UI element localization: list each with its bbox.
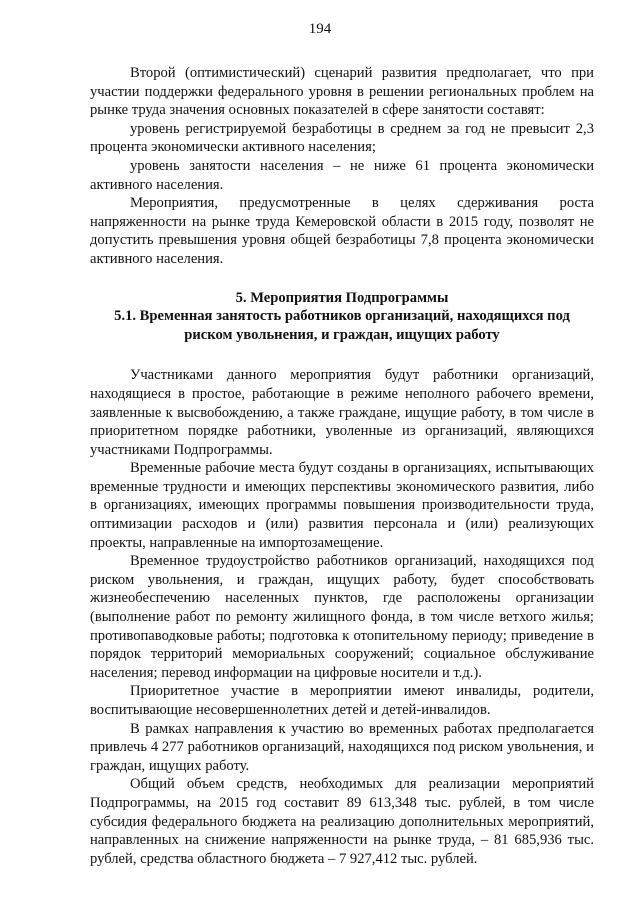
paragraph-funding: Общий объем средств, необходимых для реализации мероприятий Подпрограммы, на 2015 год составит 89 613,348 тыс. рублей, в том числе субсидия федерального бюджета на реализацию дополнительных мероприятий, направленных на снижение напряженности на рынке труда, – 81 685,936 тыс. рублей, средства областного бюджета – 7 927,412 тыс. рублей.: [90, 776, 594, 867]
section-heading-block: [90, 289, 594, 345]
paragraph-unemployment-level: уровень регистрируемой безработицы в среднем за год не превысит 2,3 процента экономически активного населения;: [90, 120, 594, 156]
paragraph-employment-level: уровень занятости населения – не ниже 61 процента экономически активного населения.: [90, 157, 594, 193]
paragraph-temporary-jobs: Временные рабочие места будут созданы в организациях, испытывающих временные трудности и имеющих перспективы экономического развития, либо в организациях, имеющих программы повышения производительности труда, оптимизации расходов и (или) развития персонала и (или) реализующих проекты, направленные на импортозамещение.: [90, 460, 594, 551]
paragraph-temporary-employment: Временное трудоустройство работников организаций, находящихся под риском увольнения, и граждан, ищущих работу, будет способствовать жизнеобеспечению населенных пунктов, где расположены организации (выполнение работ по ремонту жилищного фонда, в том числе ветхого жилья; противопаводковые работы; подготовка к отопительному периоду; приведение в порядок территорий мемориальных сооружений; социальное обслуживание населения; перевод информации на цифровые носители и т.д.).: [90, 553, 594, 681]
section-title: 5. Мероприятия Подпрограммы: [235, 289, 449, 306]
paragraph-measures-2015: Мероприятия, предусмотренные в целях сдерживания роста напряженности на рынке труда Кемеровской области в 2015 году, позволят не допустить превышения уровня общей безработицы 7,8 процента экономически активного населения.: [90, 195, 594, 267]
page-number: 194: [308, 21, 332, 37]
paragraph-priority-participation: Приоритетное участие в мероприятии имеют инвалиды, родители, воспитывающие несовершеннолетних детей и детей-инвалидов.: [90, 683, 594, 718]
paragraph-participants: Участниками данного мероприятия будут работники организаций, находящиеся в простое, работающие в режиме неполного рабочего времени, заявленные к высвобождению, а также граждане, ищущие работу, в том числе в приоритетном порядке работники, уволенные из организаций, являющихся участниками Подпрограммы.: [90, 367, 594, 458]
document-body: [90, 64, 594, 868]
paragraph-scenario: Второй (оптимистический) сценарий развития предполагает, что при участии поддержки федерального уровня в решении региональных проблем на рынке труда значения основных показателей в сфере занятости составят:: [90, 65, 594, 119]
paragraph-workers-count: В рамках направления к участию во временных работах предполагается привлечь 4 277 работников организаций, находящихся под риском увольнения, и граждан, ищущих работу.: [90, 720, 594, 774]
subsection-title: 5.1. Временная занятость работников организаций, находящихся под риском увольнения, и граждан, ищущих работу: [114, 308, 570, 343]
